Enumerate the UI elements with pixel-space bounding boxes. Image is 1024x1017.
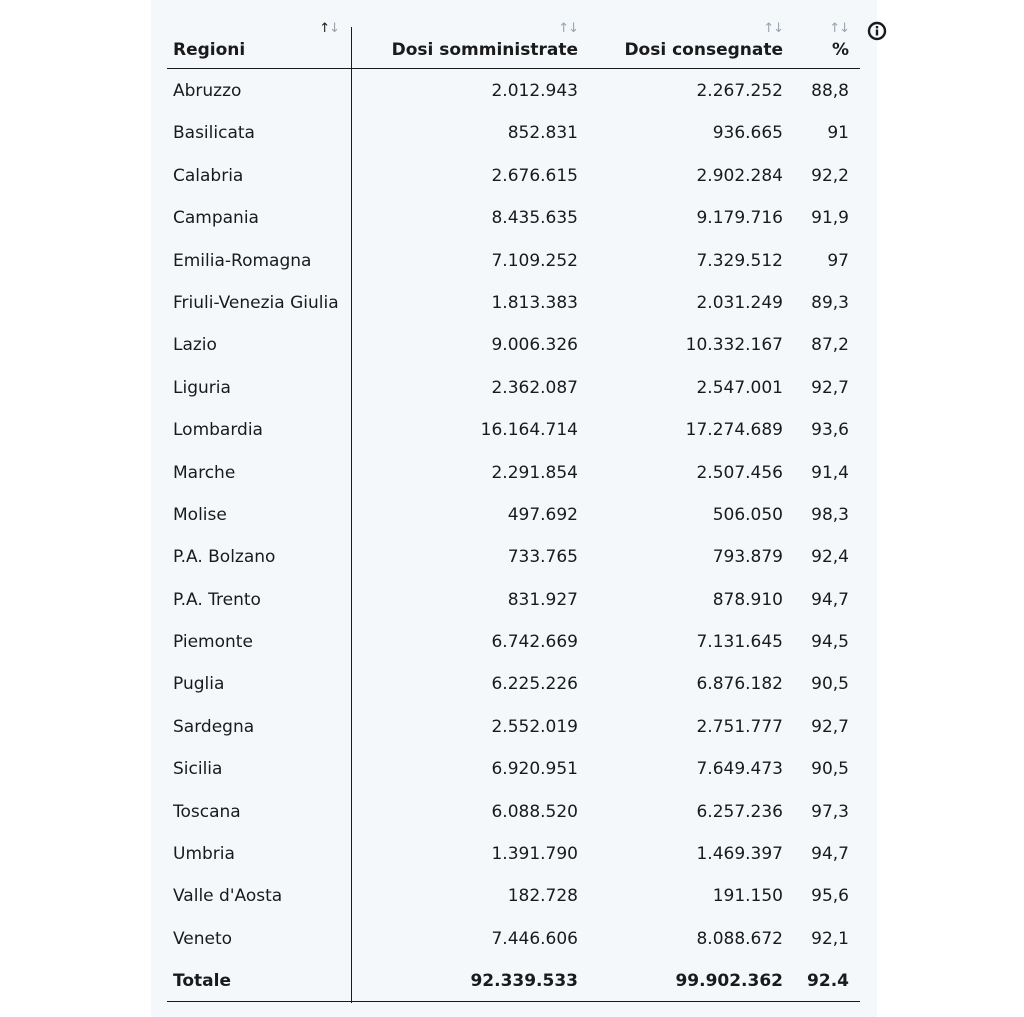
- percent-cell: 92,7: [811, 377, 849, 398]
- table-row: [167, 579, 860, 621]
- table-header: [167, 0, 860, 69]
- region-cell: Molise: [173, 504, 227, 525]
- administered-cell: 831.927: [507, 589, 578, 610]
- percent-cell: 98,3: [811, 504, 849, 525]
- administered-cell: 6.088.520: [491, 801, 578, 822]
- delivered-cell: 2.751.777: [696, 716, 783, 737]
- region-cell: Marche: [173, 462, 236, 483]
- delivered-cell: 878.910: [712, 589, 783, 610]
- administered-cell: 733.765: [507, 547, 578, 568]
- info-icon[interactable]: [867, 21, 887, 41]
- table-row: [167, 833, 860, 875]
- percent-cell: 94,5: [811, 632, 849, 653]
- region-cell: Sicilia: [173, 759, 223, 780]
- delivered-cell: 2.507.456: [696, 462, 783, 483]
- administered-cell: 16.164.714: [480, 420, 578, 441]
- region-cell: Sardegna: [173, 716, 255, 737]
- delivered-cell: 7.329.512: [696, 250, 783, 271]
- percent-cell: 93,6: [811, 420, 849, 441]
- delivered-cell: 10.332.167: [685, 335, 783, 356]
- administered-cell: 6.225.226: [491, 674, 578, 695]
- region-cell: Piemonte: [173, 632, 253, 653]
- percent-cell: 91,4: [811, 462, 849, 483]
- header-dosi-somministrate[interactable]: [351, 0, 578, 68]
- delivered-cell: 2.547.001: [696, 377, 783, 398]
- sort-icon[interactable]: ↑↓: [829, 21, 849, 36]
- region-cell: P.A. Bolzano: [173, 547, 276, 568]
- table-row: [167, 409, 860, 451]
- table-row: [167, 155, 860, 197]
- delivered-cell: 2.902.284: [696, 165, 783, 186]
- percent-cell: 89,3: [811, 292, 849, 313]
- table-row: [167, 706, 860, 748]
- region-cell: Friuli-Venezia Giulia: [173, 292, 339, 313]
- table-bottom-border: [167, 1001, 860, 1002]
- region-cell: Calabria: [173, 165, 244, 186]
- header-label-regioni: Regioni: [173, 40, 246, 60]
- table-row: [167, 748, 860, 790]
- percent-cell: 94,7: [811, 589, 849, 610]
- region-cell: Totale: [173, 971, 231, 992]
- administered-cell: 2.676.615: [491, 165, 578, 186]
- table-row: [167, 197, 860, 239]
- administered-cell: 9.006.326: [491, 335, 578, 356]
- delivered-cell: 7.649.473: [696, 759, 783, 780]
- sort-icon[interactable]: ↑↓: [763, 21, 783, 36]
- administered-cell: 2.291.854: [491, 462, 578, 483]
- region-cell: Abruzzo: [173, 81, 242, 101]
- percent-cell: 87,2: [811, 335, 849, 356]
- region-cell: Emilia-Romagna: [173, 250, 312, 271]
- table-row: [167, 112, 860, 154]
- table-row: [167, 70, 860, 112]
- delivered-cell: 2.031.249: [696, 292, 783, 313]
- header-label-percent: %: [831, 40, 849, 60]
- region-cell: Lombardia: [173, 420, 263, 441]
- delivered-cell: 2.267.252: [696, 81, 783, 101]
- region-cell: Umbria: [173, 844, 235, 865]
- administered-cell: 852.831: [507, 123, 578, 144]
- table-row: [167, 240, 860, 282]
- table-row: [167, 282, 860, 324]
- region-cell: Liguria: [173, 377, 231, 398]
- header-label-dosi-consegnate: Dosi consegnate: [624, 40, 783, 60]
- administered-cell: 2.012.943: [491, 81, 578, 101]
- percent-cell: 92,2: [811, 165, 849, 186]
- delivered-cell: 6.257.236: [696, 801, 783, 822]
- administered-cell: 1.813.383: [491, 292, 578, 313]
- percent-cell: 94,7: [811, 844, 849, 865]
- table-row: [167, 536, 860, 578]
- percent-cell: 92.4: [807, 971, 849, 992]
- delivered-cell: 17.274.689: [685, 420, 783, 441]
- region-cell: Puglia: [173, 674, 225, 695]
- administered-cell: 7.446.606: [491, 928, 578, 949]
- table-row: [167, 918, 860, 960]
- table-row: [167, 452, 860, 494]
- percent-cell: 97,3: [811, 801, 849, 822]
- percent-cell: 92,1: [811, 928, 849, 949]
- sort-icon[interactable]: ↑↓: [558, 21, 578, 36]
- table-row: [167, 324, 860, 366]
- percent-cell: 90,5: [811, 759, 849, 780]
- table-row: [167, 367, 860, 409]
- delivered-cell: 9.179.716: [696, 208, 783, 229]
- table-body: [167, 70, 860, 1003]
- administered-cell: 2.362.087: [491, 377, 578, 398]
- percent-cell: 90,5: [811, 674, 849, 695]
- region-cell: Lazio: [173, 335, 217, 356]
- region-cell: Veneto: [173, 928, 233, 949]
- percent-cell: 95,6: [811, 886, 849, 907]
- sort-icon[interactable]: ↑↓: [319, 21, 339, 36]
- delivered-cell: 7.131.645: [696, 632, 783, 653]
- percent-cell: 91: [827, 123, 849, 144]
- table-row: [167, 663, 860, 705]
- table-row: [167, 791, 860, 833]
- header-regioni[interactable]: [167, 0, 351, 68]
- percent-cell: 88,8: [811, 81, 849, 101]
- percent-cell: 91,9: [811, 208, 849, 229]
- percent-cell: 92,4: [811, 547, 849, 568]
- delivered-cell: 99.902.362: [675, 971, 783, 992]
- region-cell: P.A. Trento: [173, 589, 261, 610]
- table-row: [167, 621, 860, 663]
- table-row: [167, 875, 860, 917]
- region-cell: Campania: [173, 208, 259, 229]
- delivered-cell: 936.665: [712, 123, 783, 144]
- region-cell: Basilicata: [173, 123, 255, 144]
- header-dosi-consegnate[interactable]: [578, 0, 783, 68]
- delivered-cell: 6.876.182: [696, 674, 783, 695]
- administered-cell: 182.728: [507, 886, 578, 907]
- table-row: [167, 494, 860, 536]
- administered-cell: 1.391.790: [491, 844, 578, 865]
- administered-cell: 497.692: [507, 504, 578, 525]
- delivered-cell: 8.088.672: [696, 928, 783, 949]
- delivered-cell: 1.469.397: [696, 844, 783, 865]
- header-label-dosi-somministrate: Dosi somministrate: [391, 40, 578, 60]
- percent-cell: 97: [827, 250, 849, 271]
- administered-cell: 6.742.669: [491, 632, 578, 653]
- administered-cell: 8.435.635: [491, 208, 578, 229]
- percent-cell: 92,7: [811, 716, 849, 737]
- administered-cell: 6.920.951: [491, 759, 578, 780]
- region-cell: Toscana: [173, 801, 241, 822]
- delivered-cell: 793.879: [712, 547, 783, 568]
- table-total-row: [167, 960, 860, 1002]
- region-cell: Valle d'Aosta: [173, 886, 283, 907]
- header-percent[interactable]: [783, 0, 849, 68]
- administered-cell: 2.552.019: [491, 716, 578, 737]
- administered-cell: 7.109.252: [491, 250, 578, 271]
- delivered-cell: 506.050: [712, 504, 783, 525]
- administered-cell: 92.339.533: [470, 971, 578, 992]
- delivered-cell: 191.150: [712, 886, 783, 907]
